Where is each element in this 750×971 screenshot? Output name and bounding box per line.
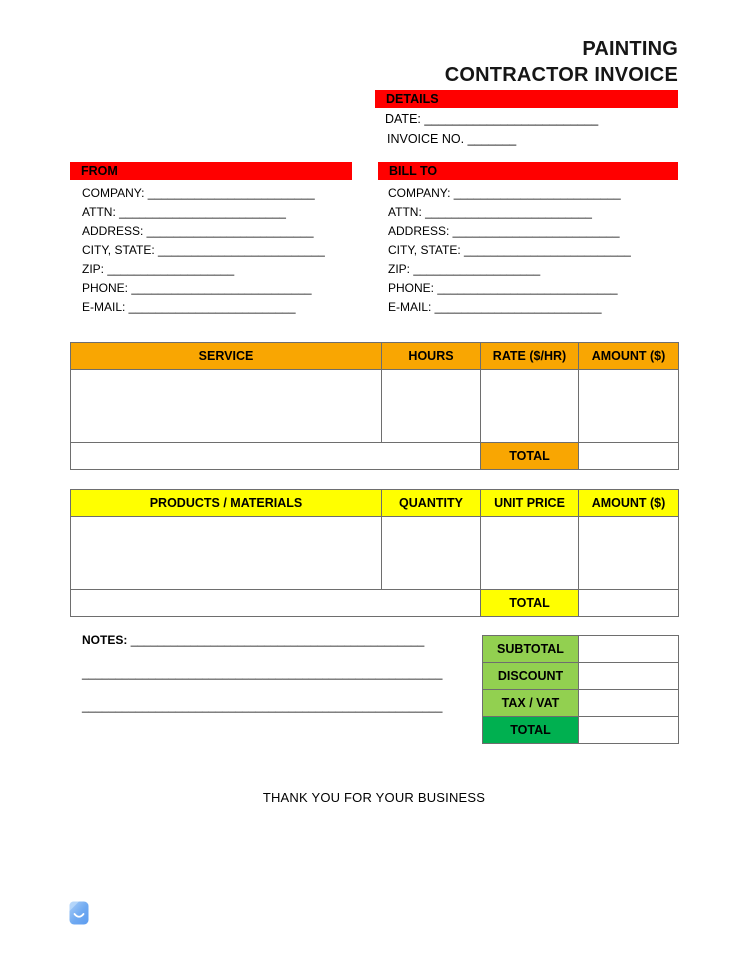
from-attn-field: ATTN: _________________________ bbox=[82, 205, 286, 219]
from-section bbox=[82, 184, 325, 317]
from-email-field: E-MAIL: _________________________ bbox=[82, 300, 296, 314]
notes-line-2 bbox=[82, 666, 457, 680]
page-title bbox=[70, 36, 678, 88]
grand-total-value bbox=[579, 717, 679, 744]
service-cell-amount bbox=[579, 370, 679, 443]
products-total-value bbox=[579, 590, 679, 617]
service-total-value bbox=[579, 443, 679, 470]
service-total-label: TOTAL bbox=[481, 443, 579, 470]
bill-to-section bbox=[388, 184, 631, 317]
notes-line-1 bbox=[82, 633, 457, 647]
service-header-service: SERVICE bbox=[71, 343, 382, 370]
service-total-row bbox=[71, 443, 679, 470]
tax-vat-value bbox=[579, 690, 679, 717]
tax-vat-label: TAX / VAT bbox=[483, 690, 579, 717]
service-cell-hours bbox=[382, 370, 481, 443]
service-cell-service bbox=[71, 370, 382, 443]
summary-row-total bbox=[483, 717, 679, 744]
brand-logo[interactable] bbox=[69, 901, 89, 925]
products-table bbox=[70, 489, 679, 617]
products-total-row bbox=[71, 590, 679, 617]
bill-to-section-header: BILL TO bbox=[378, 162, 678, 180]
notes-blank-line-2: ______________________________________________________ bbox=[82, 666, 443, 680]
bill-to-city-state-field: CITY, STATE: _________________________ bbox=[388, 243, 631, 257]
products-header-row bbox=[71, 490, 679, 517]
bill-to-attn-field: ATTN: _________________________ bbox=[388, 205, 592, 219]
service-cell-rate bbox=[481, 370, 579, 443]
bill-to-zip-field: ZIP: ___________________ bbox=[388, 262, 541, 276]
subtotal-label: SUBTOTAL bbox=[483, 636, 579, 663]
notes-section bbox=[82, 633, 457, 732]
thank-you-message: THANK YOU FOR YOUR BUSINESS bbox=[262, 790, 486, 805]
summary-row-discount bbox=[483, 663, 679, 690]
notes-blank-line-1: ____________________________________________ bbox=[130, 633, 425, 647]
discount-value bbox=[579, 663, 679, 690]
service-header-row bbox=[71, 343, 679, 370]
details-section-header: DETAILS bbox=[375, 90, 678, 108]
summary-row-subtotal bbox=[483, 636, 679, 663]
notes-blank-line-3: ______________________________________________________ bbox=[82, 699, 443, 713]
from-address-field: ADDRESS: _________________________ bbox=[82, 224, 314, 238]
title-line-2: CONTRACTOR INVOICE bbox=[444, 64, 678, 86]
from-city-state-field: CITY, STATE: _________________________ bbox=[82, 243, 325, 257]
service-header-rate: RATE ($/HR) bbox=[481, 343, 579, 370]
products-header-unit-price: UNIT PRICE bbox=[481, 490, 579, 517]
from-zip-field: ZIP: ___________________ bbox=[82, 262, 235, 276]
date-field: DATE: _________________________ bbox=[385, 112, 599, 126]
invoice-number-field: INVOICE NO. _______ bbox=[387, 132, 517, 146]
bill-to-phone-field: PHONE: ___________________________ bbox=[388, 281, 618, 295]
from-section-header: FROM bbox=[70, 162, 352, 180]
bill-to-email-field: E-MAIL: _________________________ bbox=[388, 300, 602, 314]
grand-total-label: TOTAL bbox=[483, 717, 579, 744]
title-line-1: PAINTING bbox=[582, 38, 678, 60]
blue-smile-document-icon bbox=[69, 912, 89, 929]
summary-table bbox=[482, 635, 679, 744]
products-cell-quantity bbox=[382, 517, 481, 590]
notes-line-3 bbox=[82, 699, 457, 713]
products-header-quantity: QUANTITY bbox=[382, 490, 481, 517]
summary-row-tax bbox=[483, 690, 679, 717]
bill-to-company-field: COMPANY: _________________________ bbox=[388, 186, 621, 200]
products-cell-amount bbox=[579, 517, 679, 590]
products-body-row bbox=[71, 517, 679, 590]
bill-to-address-field: ADDRESS: _________________________ bbox=[388, 224, 620, 238]
discount-label: DISCOUNT bbox=[483, 663, 579, 690]
products-total-spacer bbox=[71, 590, 481, 617]
from-company-field: COMPANY: _________________________ bbox=[82, 186, 315, 200]
from-phone-field: PHONE: ___________________________ bbox=[82, 281, 312, 295]
service-header-hours: HOURS bbox=[382, 343, 481, 370]
notes-label: NOTES: bbox=[82, 633, 128, 647]
products-total-label: TOTAL bbox=[481, 590, 579, 617]
products-header-amount: AMOUNT ($) bbox=[579, 490, 679, 517]
service-header-amount: AMOUNT ($) bbox=[579, 343, 679, 370]
service-body-row bbox=[71, 370, 679, 443]
service-total-spacer bbox=[71, 443, 481, 470]
products-cell-unit-price bbox=[481, 517, 579, 590]
products-cell-products bbox=[71, 517, 382, 590]
subtotal-value bbox=[579, 636, 679, 663]
products-header-products: PRODUCTS / MATERIALS bbox=[71, 490, 382, 517]
service-table bbox=[70, 342, 679, 470]
